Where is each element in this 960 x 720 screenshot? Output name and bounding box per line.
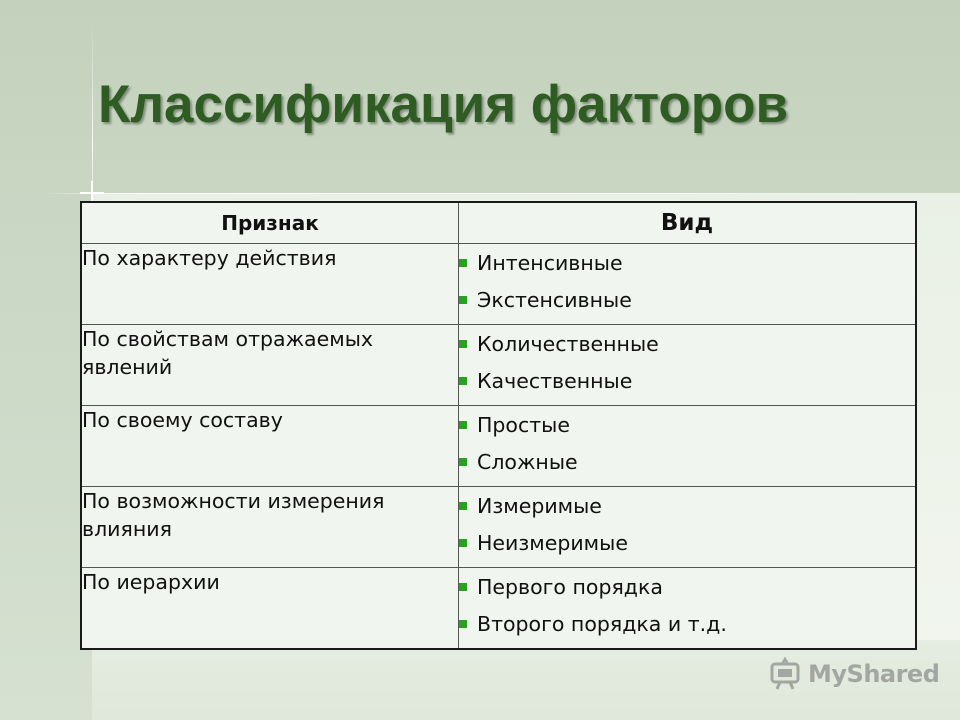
list-item	[459, 443, 915, 480]
kind-label: Простые	[477, 412, 570, 437]
watermark	[768, 656, 939, 692]
table-row	[81, 244, 916, 325]
square-bullet-icon	[459, 539, 467, 547]
list-item	[459, 362, 915, 399]
list-item	[459, 524, 915, 561]
header-kind: Вид	[459, 202, 917, 244]
kind-label: Измеримые	[477, 493, 602, 518]
kinds-cell	[459, 325, 917, 406]
square-bullet-icon	[459, 259, 467, 267]
list-item	[459, 281, 915, 318]
criterion-cell: По иерархии	[81, 568, 459, 650]
kinds-cell	[459, 487, 917, 568]
square-bullet-icon	[459, 620, 467, 628]
kind-label: Второго порядка и т.д.	[477, 611, 727, 636]
kind-label: Неизмеримые	[477, 530, 628, 555]
table-header-row	[81, 202, 916, 244]
kinds-cell	[459, 244, 917, 325]
kind-label: Экстенсивные	[477, 287, 632, 312]
square-bullet-icon	[459, 583, 467, 591]
kinds-cell	[459, 568, 917, 650]
square-bullet-icon	[459, 340, 467, 348]
criterion-cell: По характеру действия	[81, 244, 459, 325]
table-row	[81, 406, 916, 487]
slide-title: Классификация факторов	[98, 75, 789, 134]
criterion-cell: По свойствам отражаемых явлений	[81, 325, 459, 406]
kind-list	[459, 325, 915, 399]
watermark-text: MyShared	[808, 660, 940, 688]
list-item	[459, 487, 915, 524]
left-band	[0, 193, 92, 720]
table-row	[81, 568, 916, 650]
kind-label: Количественные	[477, 331, 659, 356]
square-bullet-icon	[459, 458, 467, 466]
kind-list	[459, 487, 915, 561]
list-item	[459, 406, 915, 443]
table-row	[81, 487, 916, 568]
square-bullet-icon	[459, 377, 467, 385]
header-criterion: Признак	[81, 202, 459, 244]
kinds-cell	[459, 406, 917, 487]
kind-label: Интенсивные	[477, 250, 623, 275]
square-bullet-icon	[459, 502, 467, 510]
kind-label: Качественные	[477, 368, 633, 393]
table-row	[81, 325, 916, 406]
myshared-logo-icon	[768, 656, 804, 692]
kind-label: Первого порядка	[477, 574, 663, 599]
kind-list	[459, 244, 915, 318]
list-item	[459, 568, 915, 605]
list-item	[459, 244, 915, 281]
list-item	[459, 325, 915, 362]
classification-table	[80, 201, 917, 650]
list-item	[459, 605, 915, 642]
kind-list	[459, 568, 915, 642]
kind-list	[459, 406, 915, 480]
criterion-cell: По возможности измерения влияния	[81, 487, 459, 568]
square-bullet-icon	[459, 296, 467, 304]
criterion-cell: По своему составу	[81, 406, 459, 487]
square-bullet-icon	[459, 421, 467, 429]
decorative-horizontal-line	[40, 193, 920, 194]
kind-label: Сложные	[477, 449, 578, 474]
